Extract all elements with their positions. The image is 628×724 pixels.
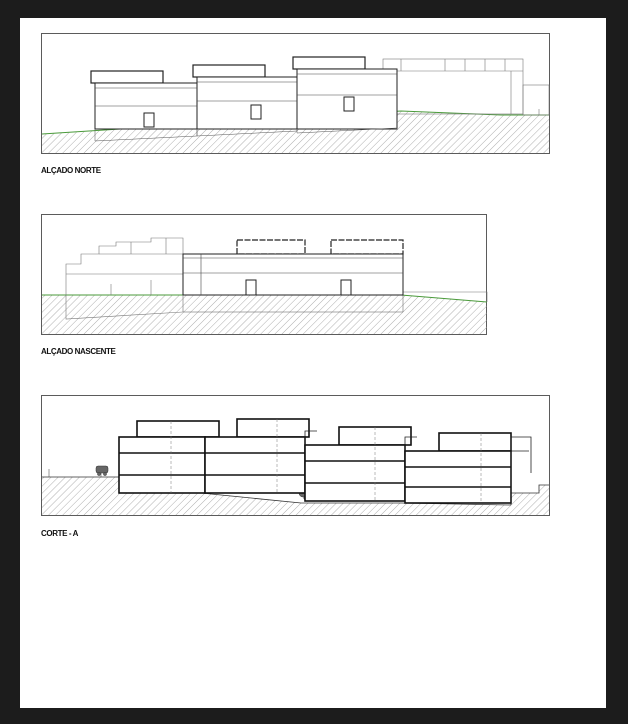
drawing-caption: ALÇADO NORTE <box>41 166 101 175</box>
drawing-caption: CORTE - A <box>41 529 78 538</box>
drawing-caption: ALÇADO NASCENTE <box>41 347 116 356</box>
section-a <box>41 395 551 538</box>
east-elevation <box>41 214 488 356</box>
drawing-sheet <box>20 18 606 708</box>
north-elevation <box>41 33 551 175</box>
